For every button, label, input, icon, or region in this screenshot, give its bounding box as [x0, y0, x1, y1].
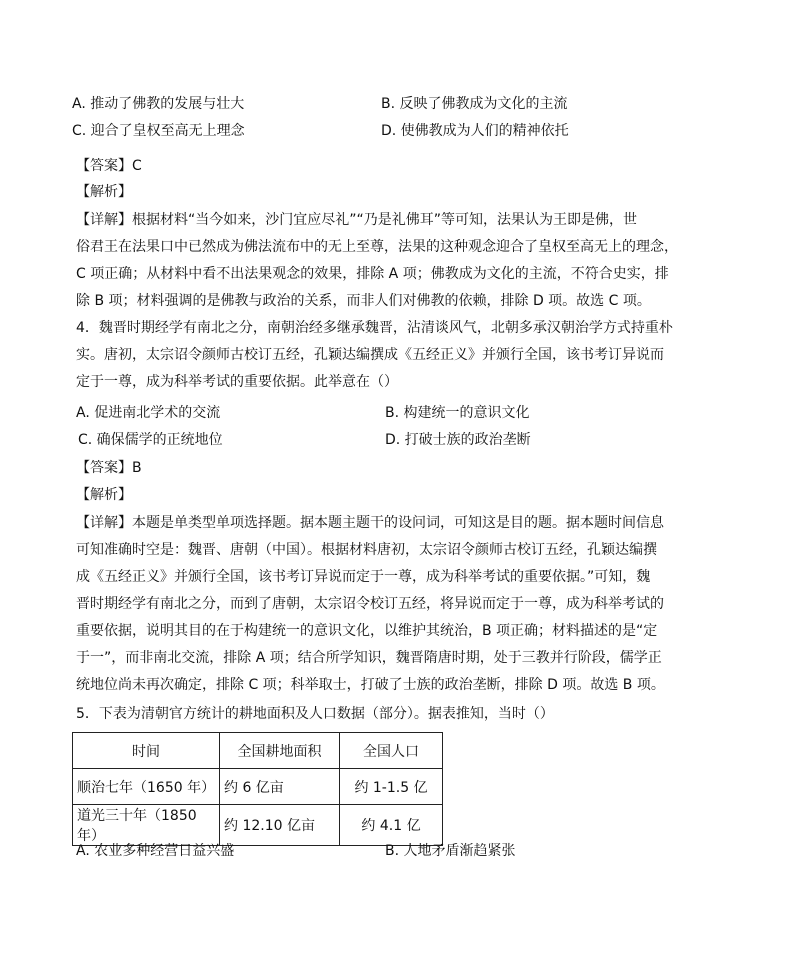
- table-row: [73, 769, 443, 805]
- q3-detail-line: C 项正确；从材料中看不出法果观念的效果，排除 A 项；佛教成为文化的主流，不符合史实，排: [76, 266, 669, 282]
- q3-option-b: B. 反映了佛教成为文化的主流: [381, 96, 568, 112]
- q5-stem: 5．下表为清朝官方统计的耕地面积及人口数据（部分）。据表推知，当时（）: [76, 706, 554, 722]
- q3-analysis-label: 【解析】: [76, 184, 132, 200]
- q4-analysis-label: 【解析】: [76, 487, 132, 503]
- q4-detail-line: 于一”，而非南北交流，排除 A 项；结合所学知识，魏晋隋唐时期，处于三教并行阶段，儒学正: [76, 650, 662, 666]
- q4-detail-line: 重要依据，说明其目的在于构建统一的意识文化，以维护其统治，B 项正确；材料描述的是“定: [76, 623, 658, 639]
- q4-detail-line: 可知准确时空是：魏晋、唐朝（中国）。根据材料唐初，太宗诏令颜师古校订五经，孔颖达编撰: [76, 542, 657, 558]
- q3-detail-line: 【详解】根据材料“当今如来，沙门宜应尽礼”“乃是礼佛耳”等可知，法果认为王即是佛，世: [76, 212, 638, 228]
- q4-detail-line: 晋时期经学有南北之分，而到了唐朝，太宗诏令校订五经，将异说而定于一尊，成为科举考试的: [76, 596, 664, 612]
- table-header-cell: 时间: [73, 733, 220, 769]
- table-cell: 顺治七年（1650 年）: [73, 769, 220, 805]
- q5-option-a: A. 农业多种经营日益兴盛: [76, 843, 235, 859]
- q5-data-table: [72, 732, 443, 846]
- q4-detail-line: 【详解】本题是单类型单项选择题。据本题主题干的设问词，可知这是目的题。据本题时间信息: [76, 515, 664, 531]
- table-header-cell: 全国耕地面积: [220, 733, 340, 769]
- table-cell: 约 4.1 亿: [340, 805, 443, 846]
- q4-stem-line: 4．魏晋时期经学有南北之分，南朝治经多继承魏晋，沾清谈风气，北朝多承汉朝治学方式持重朴: [76, 320, 673, 336]
- q3-answer: 【答案】C: [76, 158, 142, 174]
- q4-option-b: B. 构建统一的意识文化: [385, 405, 530, 421]
- q4-detail-line: 成《五经正义》并颁行全国，该书考订异说而定于一尊，成为科举考试的重要依据。”可知，魏: [76, 569, 651, 585]
- table-cell: 约 6 亿亩: [220, 769, 340, 805]
- q3-option-d: D. 使佛教成为人们的精神依托: [381, 123, 569, 139]
- q3-option-c: C. 迎合了皇权至高无上理念: [72, 123, 245, 139]
- q3-detail-line: 俗君王在法果口中已然成为佛法流布中的无上至尊，法果的这种观念迎合了皇权至高无上的理念，: [76, 239, 678, 255]
- table-cell: 道光三十年（1850 年）: [73, 805, 220, 846]
- table-header-row: [73, 733, 443, 769]
- q4-answer: 【答案】B: [76, 460, 142, 476]
- q4-option-c: C. 确保儒学的正统地位: [78, 432, 223, 448]
- table-cell: 约 1-1.5 亿: [340, 769, 443, 805]
- q4-stem-line: 实。唐初，太宗诏令颜师古校订五经，孔颖达编撰成《五经正义》并颁行全国，该书考订异说而: [76, 347, 664, 363]
- q3-detail-line: 除 B 项；材料强调的是佛教与政治的关系，而非人们对佛教的依赖，排除 D 项。故选 C 项。: [76, 293, 651, 309]
- q3-option-a: A. 推动了佛教的发展与壮大: [72, 96, 245, 112]
- table-cell: 约 12.10 亿亩: [220, 805, 340, 846]
- q4-detail-line: 统地位尚未再次确定，排除 C 项；科举取士，打破了士族的政治垄断，排除 D 项。故选 B 项。: [76, 677, 665, 693]
- q4-option-a: A. 促进南北学术的交流: [76, 405, 221, 421]
- q5-option-b: B. 人地矛盾渐趋紧张: [385, 843, 516, 859]
- table-row: [73, 805, 443, 846]
- q4-stem-line: 定于一尊，成为科举考试的重要依据。此举意在（）: [76, 374, 398, 390]
- table-header-cell: 全国人口: [340, 733, 443, 769]
- q4-option-d: D. 打破士族的政治垄断: [385, 432, 531, 448]
